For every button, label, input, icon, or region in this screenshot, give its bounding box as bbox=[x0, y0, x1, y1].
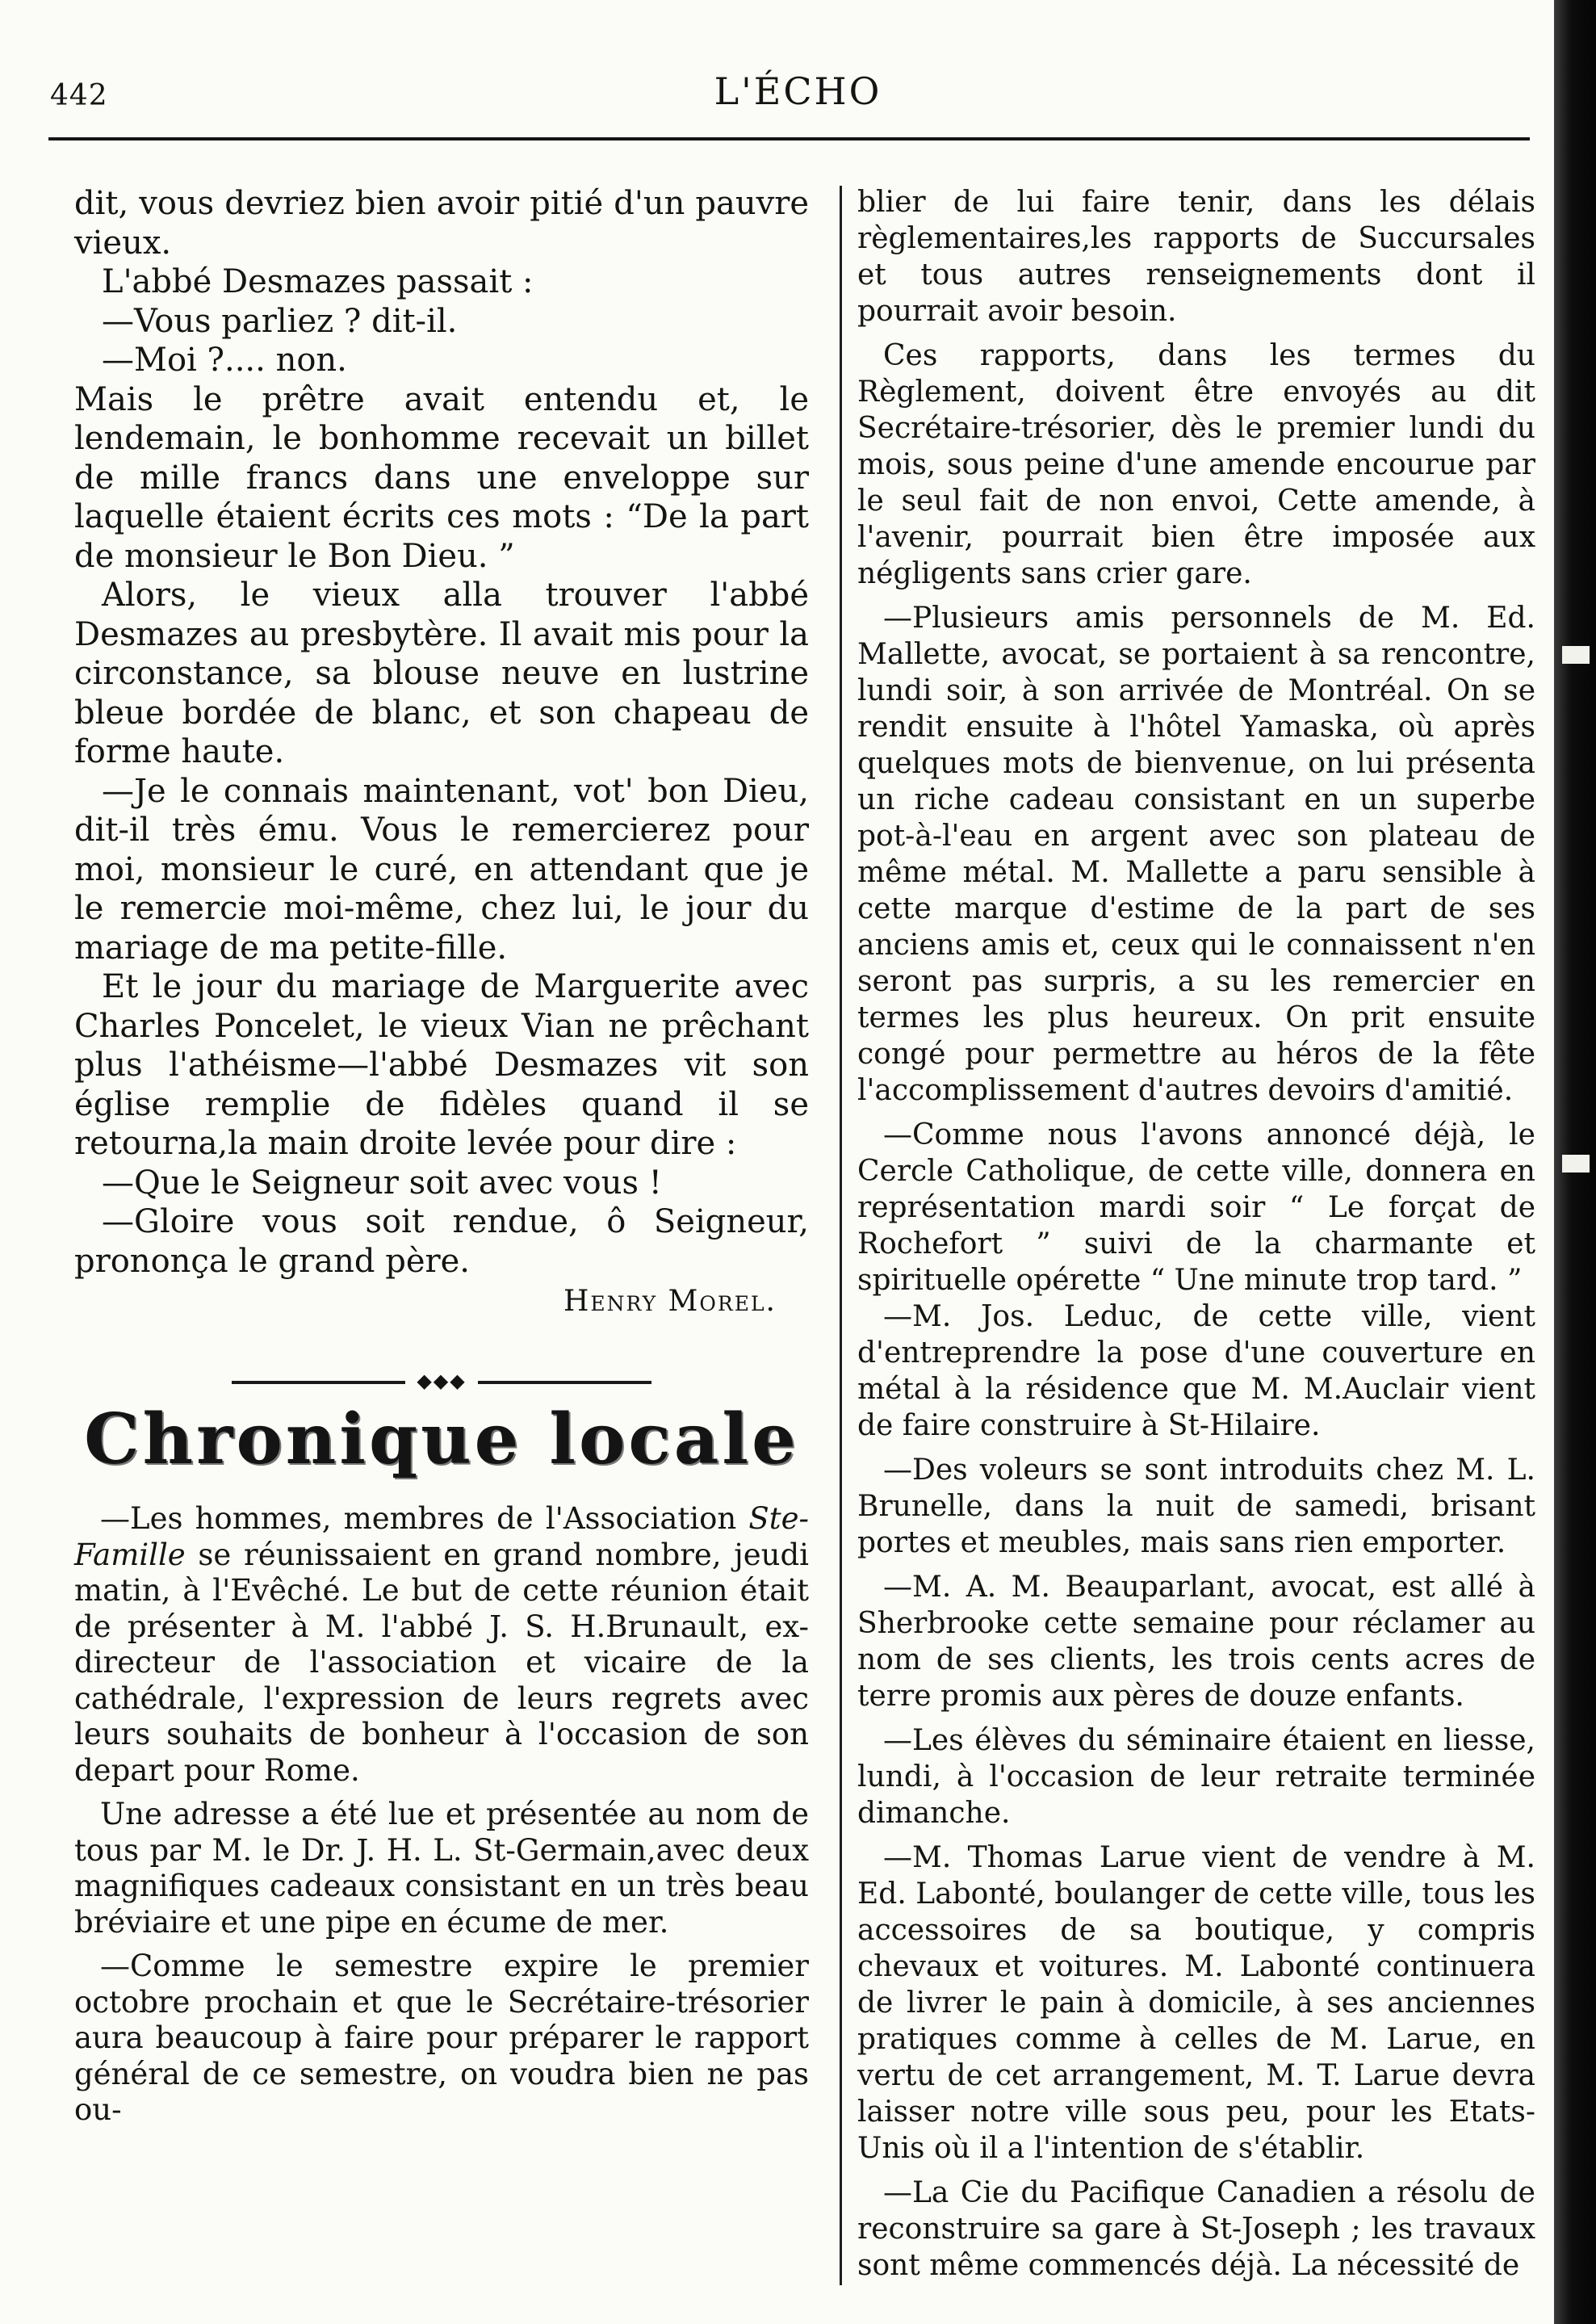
story-paragraph: Alors, le vieux alla trouver l'abbé Desmazes au presbytère. Il avait mis pour la circonstance, sa blouse neuve en lustrine bleue bordée de blanc, et son chapeau de forme haute. bbox=[74, 577, 809, 770]
right-column bbox=[857, 184, 1535, 2284]
news-item: —M. Jos. Leduc, de cette ville, vient d'entreprendre la pose d'une couverture en métal à la résidence que M. M.Auclair vient de faire construire à St-Hilaire. bbox=[857, 1300, 1535, 1442]
ornament-knot-icon: ◆◆◆ bbox=[405, 1372, 478, 1390]
news-item: Ces rapports, dans les termes du Règlement, doivent être envoyés au dit Secrétaire-trésorier, dès le premier lundi du mois, sous peine d'une amende encourue par le seul fait de non envoi, Cette amende, à l'avenir, pourrait bien être imposée aux négligents sans crier gare. bbox=[857, 339, 1535, 590]
news-item: —Comme le semestre expire le premier octobre prochain et que le Secrétaire-trésorier aura beaucoup à faire pour préparer le rapport général de ce semestre, on voudra bien ne pas ou- bbox=[74, 1949, 809, 2127]
news-italic-text: Ste-Famille bbox=[74, 1501, 809, 1572]
news-item: —M. Thomas Larue vient de vendre à M. Ed. Labonté, boulanger de cette ville, tous les accessoires de sa boutique, y compris chevaux et voitures. M. Labonté continuera de livrer le pain à domicile, à ses anciennes pratiques comme à celles de M. Larue, en vertu de cet arrangement, M. T. Larue devra laisser notre ville sous peu, pour les Etats-Unis où il a l'intention de s'établir. bbox=[857, 1841, 1535, 2165]
news-item: Une adresse a été lue et présentée au nom de tous par M. le Dr. J. H. L. St-Germain,avec deux magnifiques cadeaux consistant en un très beau bréviaire et une pipe en écume de mer. bbox=[74, 1797, 809, 1940]
news-item: —Plusieurs amis personnels de M. Ed. Mallette, avocat, se portaient à sa rencontre, lundi soir, à son arrivée de Montréal. On se rendit ensuite à l'hôtel Yamaska, où après quelques mots de bienvenue, on lui présenta un riche cadeau consistant en un superbe pot-à-l'eau en argent avec son plateau de même métal. M. Mallette a paru sensible à cette marque d'estime de la part de ses anciens amis et, ceux qui le connaissent n'en seront pas surpris, a su les remercier en termes les plus heureux. On prit ensuite congé pour permettre au héros de la fête l'accomplissement d'autres devoirs d'amitié. bbox=[857, 602, 1535, 1107]
story-paragraph: dit, vous devriez bien avoir pitié d'un pauvre vieux. bbox=[74, 185, 809, 262]
news-text: se réunissaient en grand nombre, jeudi matin, à l'Evêché. Le but de cette réunion était de présenter à M. l'abbé J. S. H.Brunault, ex-directeur de l'association et vicaire de la cathédrale, l'expression de leurs regrets avec leurs souhaits de bonheur à l'occasion de son depart pour Rome. bbox=[74, 1537, 809, 1788]
left-column bbox=[74, 184, 809, 2129]
running-title: L'ÉCHO bbox=[714, 69, 882, 113]
news-item: —Comme nous l'avons annoncé déjà, le Cercle Catholique, de cette ville, donnera en représentation mardi soir “ Le forçat de Rochefort ” suivi de la charmante et spirituelle opérette “ Une minute trop tard. ” bbox=[857, 1118, 1535, 1297]
news-item bbox=[74, 1501, 809, 1789]
column-divider bbox=[840, 186, 842, 2285]
story-paragraph: —Moi ?.... non. bbox=[102, 342, 347, 379]
section-heading: Chronique locale bbox=[84, 1398, 799, 1480]
story-paragraph: Mais le prêtre avait entendu et, le lendemain, le bonhomme recevait un billet de mille francs dans une enveloppe sur laquelle étaient écrits ces mots : “De la part de monsieur le Bon Dieu. ” bbox=[74, 380, 809, 575]
binding-edge bbox=[1554, 0, 1596, 2324]
page-number: 442 bbox=[50, 79, 108, 112]
news-text: —Les hommes, membres de l'Association bbox=[100, 1501, 737, 1536]
news-item: blier de lui faire tenir, dans les délais règlementaires,les rapports de Succursales et tous autres renseignements dont il pourrait avoir besoin. bbox=[857, 186, 1535, 328]
story-paragraph: Et le jour du mariage de Marguerite avec Charles Poncelet, le vieux Vian ne prêchant plus l'athéisme—l'abbé Desmazes vit son église remplie de fidèles quand il se retourna,la main droite levée pour dire : bbox=[74, 968, 809, 1162]
news-item: —Des voleurs se sont introduits chez M. L. Brunelle, dans la nuit de samedi, brisant portes et meubles, mais sans rien emporter. bbox=[857, 1454, 1535, 1559]
story-paragraph: —Je le connais maintenant, vot' bon Dieu, dit-il très ému. Vous le remercierez pour moi, monsieur le curé, en attendant que je le remercie moi-même, chez lui, le jour du mariage de ma petite-fille. bbox=[74, 772, 809, 967]
story-paragraph: L'abbé Desmazes passait : bbox=[102, 263, 534, 300]
story-paragraph: —Que le Seigneur soit avec vous ! bbox=[102, 1164, 662, 1202]
binding-mark bbox=[1562, 1155, 1590, 1172]
binding-mark bbox=[1562, 646, 1590, 664]
news-item: —Les élèves du séminaire étaient en liesse, lundi, à l'occasion de leur retraite terminée dimanche. bbox=[857, 1724, 1535, 1830]
header-rule bbox=[48, 137, 1530, 141]
story-paragraph: —Vous parliez ? dit-il. bbox=[102, 302, 458, 340]
news-item: —M. A. M. Beauparlant, avocat, est allé à Sherbrooke cette semaine pour réclamer au nom de ses clients, les trois cents acres de terre promis aux pères de douze enfants. bbox=[857, 1571, 1535, 1713]
signature: Henry Morel. bbox=[563, 1285, 777, 1318]
news-item: —La Cie du Pacifique Canadien a résolu de reconstruire sa gare à St-Joseph ; les travaux sont même commencés déjà. La nécessité de bbox=[857, 2176, 1535, 2282]
ornamental-divider bbox=[232, 1369, 651, 1393]
story-paragraph: —Gloire vous soit rendue, ô Seigneur, prononça le grand père. bbox=[74, 1203, 809, 1280]
